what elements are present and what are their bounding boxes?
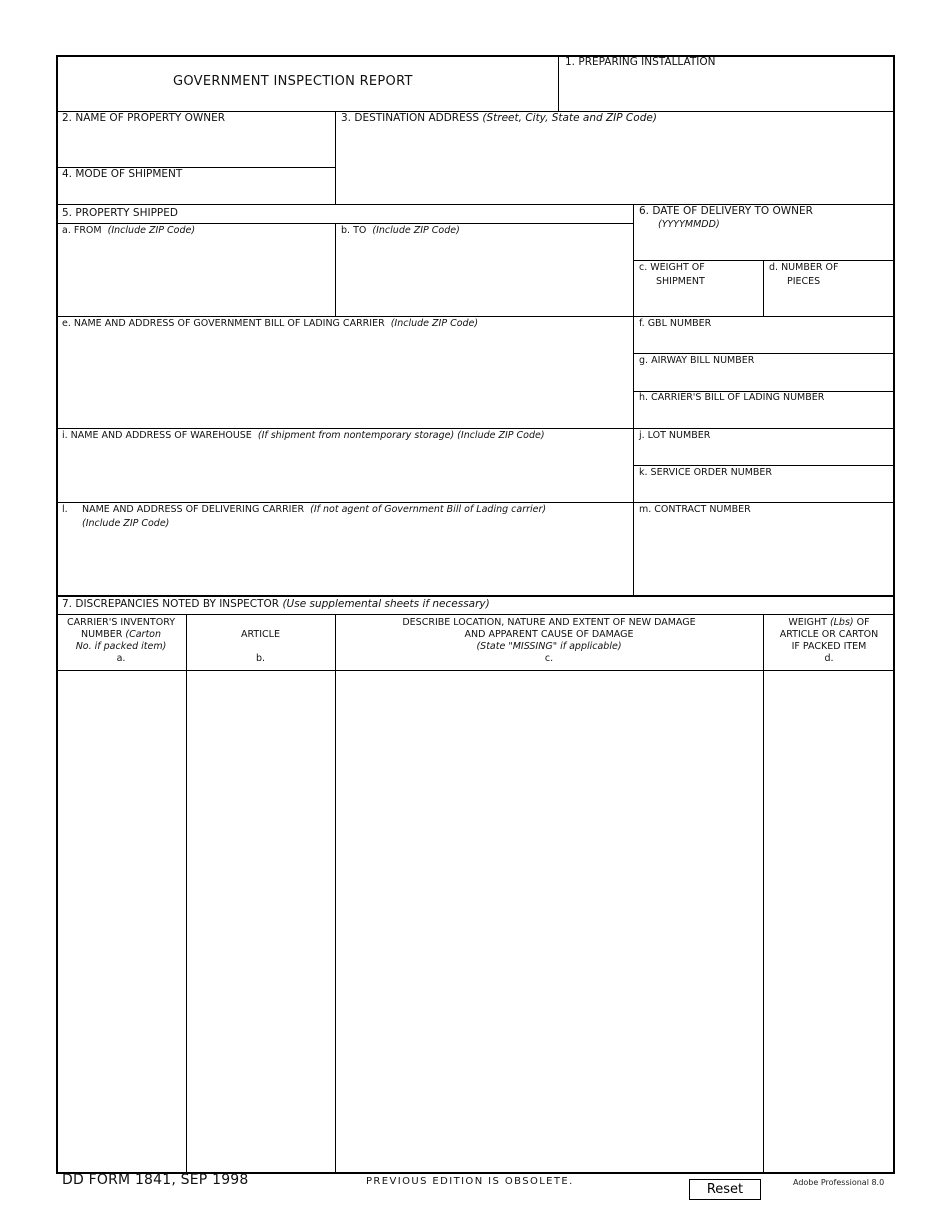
weight-of-shipment-input[interactable] [637,290,764,314]
gbl-carrier-input[interactable] [60,333,634,429]
col-header-weight-line3: IF PACKED ITEM [791,641,867,652]
lot-number-input[interactable] [637,444,895,465]
label-mode-of-shipment: 4. MODE OF SHIPMENT [62,168,183,180]
col-header-description-line2: AND APPARENT CAUSE OF DAMAGE [464,629,634,640]
delivering-carrier-input[interactable] [60,533,634,595]
label-preparing-installation: 1. PREPARING INSTALLATION [565,56,716,68]
label-from-text: a. FROM [62,225,102,236]
preparing-installation-input[interactable] [562,72,894,110]
airway-bill-number-input[interactable] [637,369,895,391]
carrier-bill-of-lading-input[interactable] [637,406,895,428]
row-divider-5 [56,223,634,224]
label-from [62,225,195,237]
previous-edition-note: PREVIOUS EDITION IS OBSOLETE. [366,1176,574,1187]
property-owner-input[interactable] [60,128,336,166]
col-header-article [186,629,335,665]
label-destination-address-note: (Street, City, State and ZIP Code) [482,112,657,124]
col-header-weight-line2: ARTICLE OR CARTON [779,629,879,640]
damage-description-column-input[interactable] [339,674,764,1172]
label-warehouse [62,430,545,442]
col-header-inventory-line1: CARRIER'S INVENTORY [67,617,175,628]
label-property-owner: 2. NAME OF PROPERTY OWNER [62,112,226,124]
label-date-format: (YYYYMMDD) [658,219,720,230]
label-delivering-carrier-note2: (Include ZIP Code) [82,518,170,529]
weight-column-input[interactable] [767,674,895,1172]
label-delivering-carrier-text: NAME AND ADDRESS OF DELIVERING CARRIER [82,504,305,515]
article-column-input[interactable] [190,674,336,1172]
label-warehouse-text: i. NAME AND ADDRESS OF WAREHOUSE [62,430,252,441]
from-input[interactable] [60,240,336,316]
label-weight-of-shipment-1: c. WEIGHT OF [639,262,705,273]
label-discrepancies [62,598,490,611]
inventory-number-column-input[interactable] [60,674,187,1172]
label-date-of-delivery: 6. DATE OF DELIVERY TO OWNER [639,205,813,217]
label-to-note: (Include ZIP Code) [372,225,460,236]
label-discrepancies-text: 7. DISCREPANCIES NOTED BY INSPECTOR [62,598,280,610]
col-header-weight-line1a: WEIGHT [788,617,827,628]
label-delivering-carrier-note: (If not agent of Government Bill of Lading carrier) [310,504,547,515]
row-divider-table-head [56,670,895,671]
warehouse-input[interactable] [60,445,634,503]
label-to [341,225,460,237]
mode-of-shipment-input[interactable] [60,183,336,204]
row-divider-jk [634,465,895,466]
form-identifier: DD FORM 1841, SEP 1998 [62,1172,249,1188]
col-header-weight-line1 [763,617,895,629]
label-number-of-pieces-2: PIECES [787,276,821,287]
row-divider-3 [56,316,895,317]
number-of-pieces-input[interactable] [767,290,895,314]
label-gbl-carrier-note: (Include ZIP Code) [390,318,479,329]
label-number-of-pieces-1: d. NUMBER OF [769,262,839,273]
label-destination-address-text: 3. DESTINATION ADDRESS [341,112,480,124]
to-input[interactable] [339,240,634,316]
col-header-inventory-line3: No. if packed item) [75,641,167,652]
row-divider-fg [634,353,895,354]
date-of-delivery-input[interactable] [637,233,895,259]
label-weight-of-shipment-2: SHIPMENT [656,276,705,287]
row-divider-7 [56,595,895,597]
col-divider-title [558,55,559,111]
label-warehouse-note: (If shipment from nontemporary storage) (Include ZIP Code) [257,430,545,441]
col-header-description-letter: c. [544,653,554,664]
label-from-note: (Include ZIP Code) [107,225,196,236]
label-delivering-carrier-letter: l. [62,504,68,515]
reset-button[interactable]: Reset [689,1179,761,1200]
col-header-weight-line1c: OF [856,617,870,628]
col-header-inventory-line2b: (Carton [125,629,162,640]
label-discrepancies-note: (Use supplemental sheets if necessary) [282,598,490,610]
col-header-description [335,617,763,665]
label-service-order-number: k. SERVICE ORDER NUMBER [639,467,773,478]
col-header-weight [763,617,895,665]
form-title: GOVERNMENT INSPECTION REPORT [173,74,413,89]
label-gbl-carrier [62,318,478,330]
contract-number-input[interactable] [637,519,895,541]
col-header-inventory-line2a: NUMBER [80,629,123,640]
label-property-shipped: 5. PROPERTY SHIPPED [62,207,178,219]
service-order-number-input[interactable] [637,481,895,502]
col-header-description-line3: (State "MISSING" if applicable) [476,641,622,652]
label-gbl-number: f. GBL NUMBER [639,318,712,329]
label-destination-address [341,112,657,125]
col-header-inventory-letter: a. [116,653,126,664]
gbl-number-input[interactable] [637,332,895,353]
row-divider-6 [634,260,895,261]
destination-address-input[interactable] [339,128,895,204]
label-lot-number: j. LOT NUMBER [639,430,711,441]
col-header-inventory-line2 [56,629,186,641]
label-contract-number: m. CONTRACT NUMBER [639,504,751,515]
col-header-article-letter: b. [255,653,266,664]
label-gbl-carrier-text: e. NAME AND ADDRESS OF GOVERNMENT BILL OF LADING CARRIER [62,318,385,329]
col-header-article-text: ARTICLE [241,629,280,640]
col-header-inventory [56,617,186,665]
adobe-version-note: Adobe Professional 8.0 [793,1178,885,1187]
col-header-weight-letter: d. [824,653,834,664]
label-delivering-carrier [82,504,546,516]
row-divider-7-title [56,614,895,615]
col-header-description-line1: DESCRIBE LOCATION, NATURE AND EXTENT OF NEW DAMAGE [402,617,696,628]
label-carrier-bill-of-lading: h. CARRIER'S BILL OF LADING NUMBER [639,392,825,403]
label-airway-bill-number: g. AIRWAY BILL NUMBER [639,355,755,366]
col-header-weight-line1b: (Lbs) [829,617,854,628]
label-to-text: b. TO [341,225,367,236]
